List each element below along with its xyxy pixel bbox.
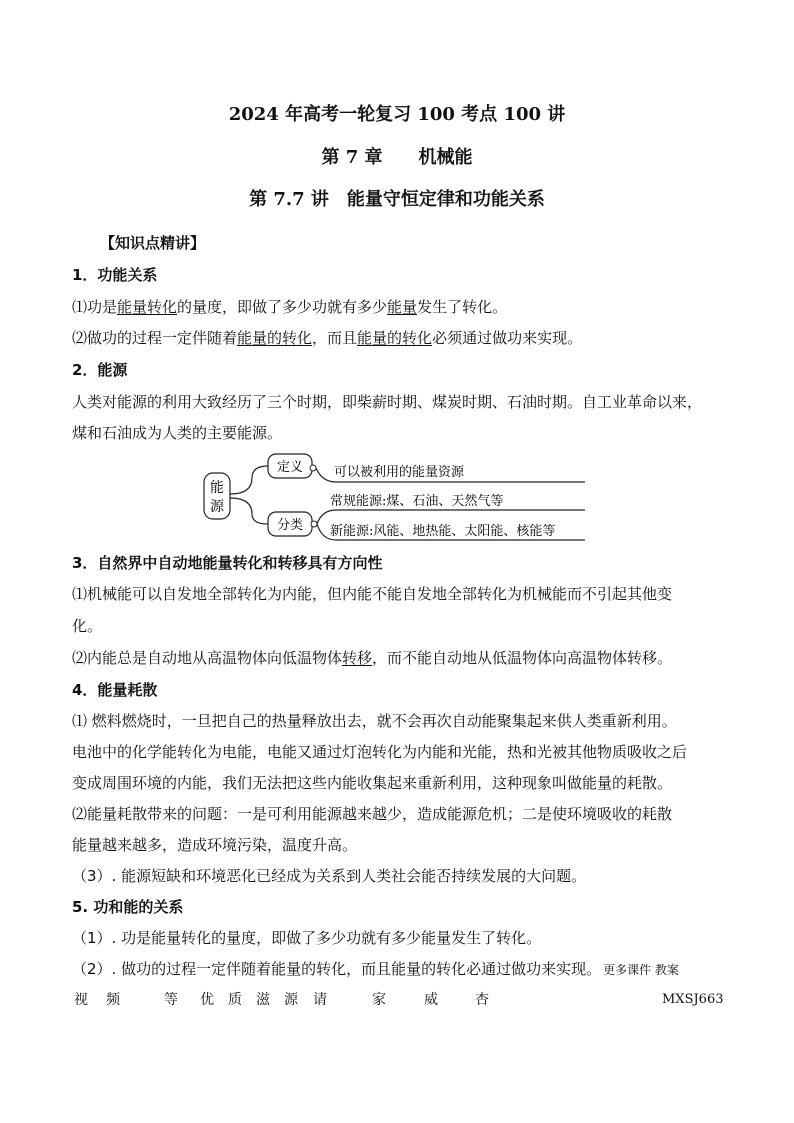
connector-classification [230, 498, 268, 524]
s4-p1-line-1: ⑴ 燃料燃烧时，一旦把自己的热量释放出去，就不会再次自动能聚集起来供人类重新利用。 [72, 712, 677, 730]
definition-node [310, 465, 316, 471]
s1-paragraph-2: ⑵做功的过程一定伴随着能量的转化，而且能量的转化必须通过做功来实现。 [72, 329, 583, 347]
energy-source-diagram [200, 448, 592, 542]
s2-line-1: 人类对能源的利用大致经历了三个时期，即柴薪时期、煤炭时期、石油时期。自工业革命以来， [72, 393, 703, 411]
footer-char-3: 等 [164, 992, 178, 1008]
root-char-2: 源 [210, 499, 224, 515]
s4-paragraph-3: （3）. 能源短缺和环境恶化已经成为关系到人类社会能否持续发展的大问题。 [72, 867, 587, 885]
classification-node [311, 521, 317, 527]
section-3-heading: 3．自然界中自动地能量转化和转移具有方向性 [72, 554, 383, 572]
s3-p1-line-1: ⑴机械能可以自发地全部转化为内能，但内能不能自发地全部转化为机械能而不引起其他变 [72, 585, 673, 603]
section-2-heading: 2．能源 [72, 361, 128, 379]
footer-char-1: 视 [74, 992, 88, 1008]
conventional-line [317, 510, 585, 524]
footer-code: MXSJ663 [662, 992, 724, 1007]
s2-line-2: 煤和石油成为人类的主要能源。 [72, 424, 283, 442]
footer-char-2: 频 [106, 992, 120, 1008]
footer-char-9: 家 [372, 992, 386, 1008]
chapter-title: 第 7 章 机械能 [321, 147, 473, 168]
s5-paragraph-1: （1）. 功是能量转化的量度，即做了多少功就有多少能量发生了转化。 [72, 929, 542, 947]
s4-p2-line-1: ⑵能量耗散带来的问题：一是可利用能源越来越少，造成能源危机；二是使环境吸收的耗散 [72, 805, 673, 823]
s4-p2-line-2: 能量越来越多，造成环境污染，温度升高。 [72, 836, 358, 854]
footer-char-7: 源 [284, 992, 298, 1008]
section-5-heading: 5. 功和能的关系 [72, 898, 184, 916]
new-energy-text: 新能源:风能、地热能、太阳能、核能等 [330, 524, 556, 539]
connector-definition [230, 466, 268, 494]
definition-text: 可以被利用的能量资源 [334, 465, 465, 480]
s1-paragraph-1: ⑴功是能量转化的量度，即做了多少功就有多少能量发生了转化。 [72, 298, 508, 316]
footer-char-10: 威 [424, 992, 438, 1008]
s5-paragraph-2: （2）. 做功的过程一定伴随着能量的转化，而且能量的转化必通过做功来实现。 更多课件 教案 [72, 960, 679, 978]
s4-p1-line-3: 变成周围环境的内能，我们无法把这些内能收集起来重新利用，这种现象叫做能量的耗散。 [72, 774, 673, 792]
footer-char-6: 滋 [256, 992, 270, 1008]
s4-p1-line-2: 电池中的化学能转化为电能，电能又通过灯泡转化为内能和光能，热和光被其他物质吸收之后 [72, 743, 688, 761]
footer-char-11: 杏 [475, 992, 489, 1008]
footer-char-8: 请 [313, 992, 327, 1008]
classification-label: 分类 [276, 518, 304, 533]
knowledge-heading: 【知识点精讲】 [100, 234, 206, 252]
watermark-tail: 更多课件 教案 [603, 963, 679, 977]
root-char-1: 能 [210, 480, 224, 496]
section-1-heading: 1．功能关系 [72, 266, 158, 284]
conventional-text: 常规能源:煤、石油、天然气等 [330, 494, 504, 509]
footer-char-4: 优 [200, 992, 214, 1008]
section-4-heading: 4．能量耗散 [72, 681, 158, 699]
s3-p1-line-2: 化。 [72, 617, 103, 635]
lecture-title: 第 7.7 讲 能量守恒定律和功能关系 [249, 189, 545, 210]
s3-paragraph-2: ⑵内能总是自动地从高温物体向低温物体转移，而不能自动地从低温物体向高温物体转移。 [72, 649, 673, 667]
main-title: 2024 年高考一轮复习 100 考点 100 讲 [228, 104, 566, 125]
definition-label: 定义 [276, 460, 304, 475]
footer-char-5: 质 [228, 992, 242, 1008]
